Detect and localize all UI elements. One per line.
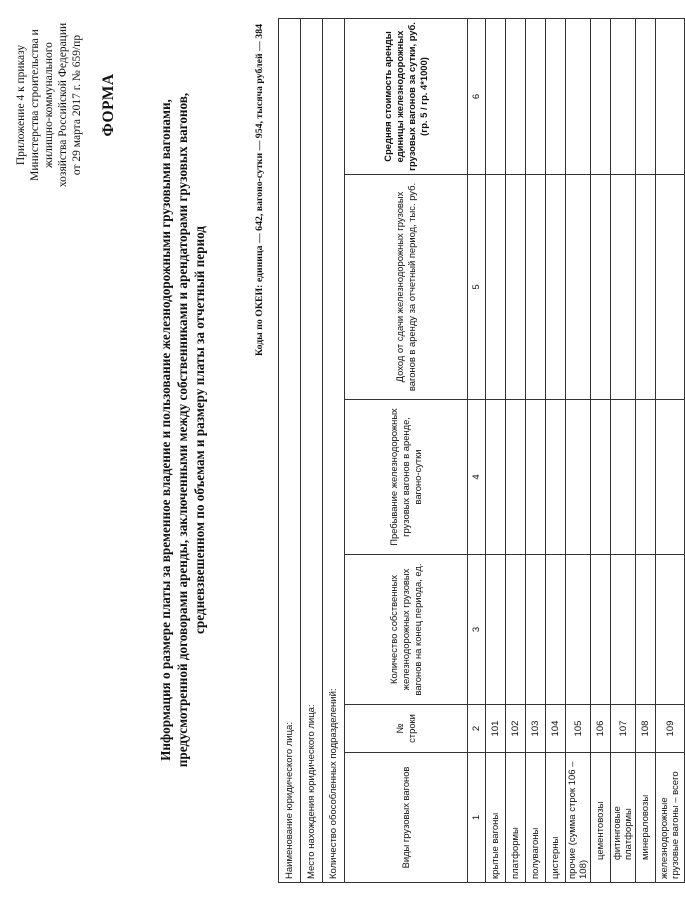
document-title: Информация о размере платы за временное владение и пользование железнодорожными грузовыми вагонами, предусмотренной договорами аренды, заключенными между собственниками и арендаторами грузовых вагонов, средневзвешенном по объемам и размеру платы за отчетный период bbox=[158, 92, 207, 768]
row-code: 106 bbox=[591, 705, 611, 753]
row-code: 108 bbox=[636, 705, 656, 753]
column-header-count: Количество собственных железнодорожных грузовых вагонов на конец периода, ед. bbox=[345, 555, 468, 705]
appendix-header bbox=[14, 5, 84, 205]
row-code: 109 bbox=[656, 705, 685, 753]
table-row bbox=[546, 18, 566, 882]
column-header-avg-cost: Средняя стоимость аренды единицы железнодорожных грузовых вагонов за сутки, руб. (гр. 5 / гр. 4*1000) bbox=[345, 18, 468, 174]
table-row bbox=[636, 18, 656, 882]
table-row bbox=[591, 18, 611, 882]
column-number: 1 bbox=[468, 753, 486, 883]
branches-field: Количество обособленных подразделений: bbox=[323, 18, 345, 882]
empty-cell bbox=[636, 555, 656, 705]
empty-cell bbox=[526, 400, 546, 555]
empty-cell bbox=[506, 175, 526, 400]
empty-cell bbox=[656, 555, 685, 705]
row-code: 105 bbox=[566, 705, 591, 753]
column-header-line-no: № строки bbox=[345, 705, 468, 753]
empty-cell bbox=[526, 555, 546, 705]
table-row bbox=[486, 18, 506, 882]
report-table bbox=[278, 18, 685, 883]
empty-cell bbox=[486, 18, 506, 174]
empty-cell bbox=[591, 400, 611, 555]
row-code: 103 bbox=[526, 705, 546, 753]
empty-cell bbox=[611, 175, 636, 400]
row-code: 101 bbox=[486, 705, 506, 753]
empty-cell bbox=[506, 400, 526, 555]
empty-cell bbox=[636, 400, 656, 555]
table-row bbox=[611, 18, 636, 882]
empty-cell bbox=[591, 18, 611, 174]
column-number: 4 bbox=[468, 400, 486, 555]
appendix-line: Приложение 4 к приказу bbox=[15, 44, 27, 166]
entity-name-field: Наименование юридического лица: bbox=[279, 18, 301, 882]
row-name: цистерны bbox=[546, 753, 566, 883]
form-label: ФОРМА bbox=[100, 73, 117, 137]
empty-cell bbox=[546, 555, 566, 705]
column-header-rent-days: Пребывание железнодорожных грузовых вагонов в аренде, вагоно-сутки bbox=[345, 400, 468, 555]
empty-cell bbox=[656, 400, 685, 555]
empty-cell bbox=[611, 400, 636, 555]
empty-cell bbox=[486, 400, 506, 555]
empty-cell bbox=[636, 18, 656, 174]
table-row bbox=[506, 18, 526, 882]
column-number: 2 bbox=[468, 705, 486, 753]
row-name: крытые вагоны bbox=[486, 753, 506, 883]
empty-cell bbox=[486, 175, 506, 400]
row-name: минераловозы bbox=[636, 753, 656, 883]
empty-cell bbox=[546, 400, 566, 555]
column-number: 6 bbox=[468, 18, 486, 174]
appendix-line: от 29 марта 2017 г. № 659/пр bbox=[71, 34, 84, 176]
row-name: прочие (сумма строк 106 – 108) bbox=[566, 753, 591, 883]
empty-cell bbox=[566, 18, 591, 174]
row-name: полувагоны bbox=[526, 753, 546, 883]
empty-cell bbox=[611, 555, 636, 705]
column-header-income: Доход от сдачи железнодорожных грузовых вагонов в аренду за отчетный период, тыс. руб. bbox=[345, 175, 468, 400]
empty-cell bbox=[656, 18, 685, 174]
empty-cell bbox=[591, 175, 611, 400]
empty-cell bbox=[546, 18, 566, 174]
column-number: 5 bbox=[468, 175, 486, 400]
empty-cell bbox=[591, 555, 611, 705]
empty-cell bbox=[526, 175, 546, 400]
table-row bbox=[656, 18, 685, 882]
row-name: фитинговые платформы bbox=[611, 753, 636, 883]
empty-cell bbox=[636, 175, 656, 400]
empty-cell bbox=[566, 175, 591, 400]
empty-cell bbox=[506, 18, 526, 174]
empty-cell bbox=[546, 175, 566, 400]
empty-cell bbox=[566, 400, 591, 555]
empty-cell bbox=[486, 555, 506, 705]
column-header-types: Виды грузовых вагонов bbox=[345, 753, 468, 883]
column-number: 3 bbox=[468, 555, 486, 705]
appendix-line: жилищно-коммунального bbox=[43, 42, 56, 168]
empty-cell bbox=[566, 555, 591, 705]
row-code: 107 bbox=[611, 705, 636, 753]
table-row bbox=[526, 18, 546, 882]
row-code: 102 bbox=[506, 705, 526, 753]
empty-cell bbox=[611, 18, 636, 174]
empty-cell bbox=[506, 555, 526, 705]
empty-cell bbox=[656, 175, 685, 400]
table-row bbox=[566, 18, 591, 882]
appendix-line: хозяйства Российской Федерации bbox=[57, 22, 70, 188]
okei-codes: Коды по ОКЕИ: единица — 642, вагоно-сутки — 954, тысяча рублей — 384 bbox=[254, 24, 265, 357]
appendix-line: Министерства строительства и bbox=[29, 29, 42, 181]
location-field: Место нахождения юридического лица: bbox=[301, 18, 323, 882]
row-name: цементовозы bbox=[591, 753, 611, 883]
row-name: железнодорожные грузовые вагоны – всего bbox=[656, 753, 685, 883]
empty-cell bbox=[526, 18, 546, 174]
row-name: платформы bbox=[506, 753, 526, 883]
row-code: 104 bbox=[546, 705, 566, 753]
